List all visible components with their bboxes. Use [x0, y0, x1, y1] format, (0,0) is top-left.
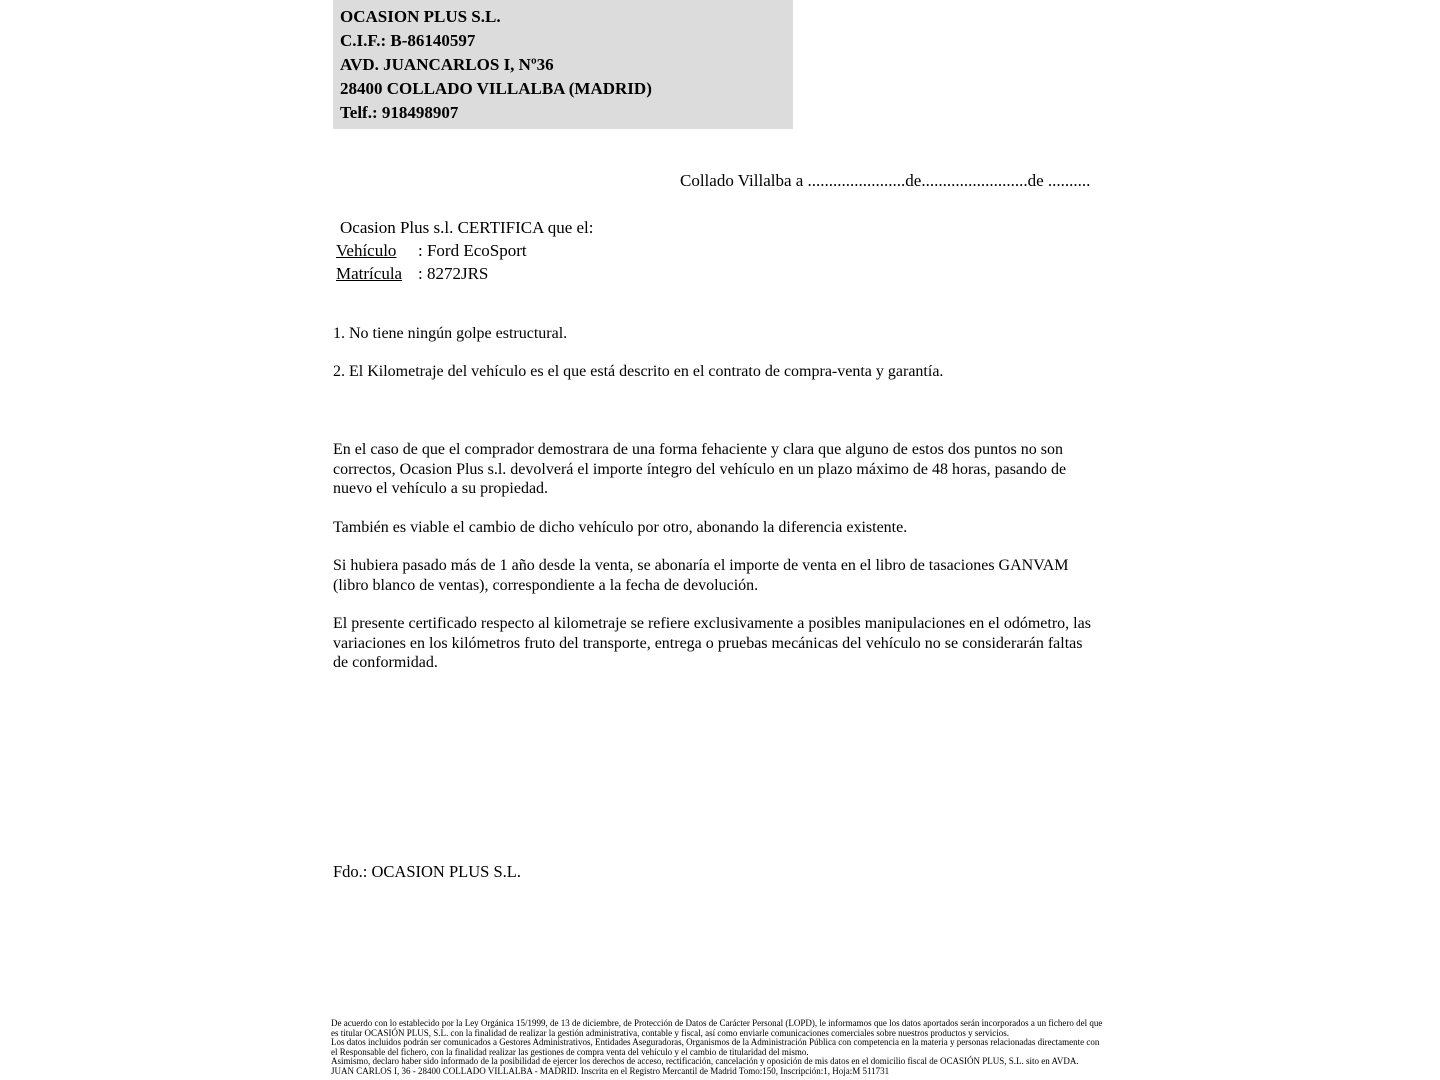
point-2: 2. El Kilometraje del vehículo es el que está descrito en el contrato de compra-venta y garantía. [333, 362, 944, 380]
company-address-line-1: AVD. JUANCARLOS I, Nº36 [340, 55, 554, 74]
legal-notice [331, 1019, 1103, 1077]
points-block [333, 324, 1093, 399]
legal-paragraph-3: Asimismo, declaro haber sido informado de la posibilidad de ejercer los derechos de acceso, rectificación, cancelación y oposición de mis datos en el domicilio fiscal de OCASIÓN PLUS, S.L. sito en AVDA. JUAN CARLOS I, 36 - 28400 COLLADO VILLALBA - MADRID. Inscrita en el Registro Mercantil de Madrid Tomo:150, Inscripción:1, Hoja:M 511731 [331, 1056, 1079, 1076]
date-line: Collado Villalba a .......................de.........................de .......... [680, 171, 1091, 190]
vehicle-value: : Ford EcoSport [418, 241, 527, 260]
body-paragraphs [333, 440, 1095, 692]
point-1: 1. No tiene ningún golpe estructural. [333, 325, 568, 342]
body-paragraph-4: El presente certificado respecto al kilometraje se refiere exclusivamente a posibles manipulaciones en el odómetro, las variaciones en los kilómetros fruto del transporte, entrega o pruebas mecánicas del vehículo no se considerarán faltas de conformidad. [333, 615, 1091, 671]
body-paragraph-1: En el caso de que el comprador demostrara de una forma fehaciente y clara que alguno de estos dos puntos no son correctos, Ocasion Plus s.l. devolverá el importe íntegro del vehículo en un plazo máximo de 48 horas, pasando de nuevo el vehículo a su propiedad. [333, 441, 1067, 497]
company-address-line-2: 28400 COLLADO VILLALBA (MADRID) [340, 79, 652, 98]
legal-paragraph-2: Los datos incluidos podrán ser comunicados a Gestores Administrativos, Entidades Aseguradoras, Organismos de la Administración Pública con competencia en la materia y personas relacionadas directamente con el Responsable del fichero, con la finalidad realizar las gestiones de compra venta del vehículo y el cambio de titularidad del mismo. [331, 1037, 1100, 1057]
plate-label: Matrícula [336, 264, 403, 283]
legal-paragraph-1: De acuerdo con lo establecido por la Ley Orgánica 15/1999, de 13 de diciembre, de Protección de Datos de Carácter Personal (LOPD), le informamos que los datos aportados serán incorporados a un fichero del que es titular OCASIÓN PLUS, S.L. con la finalidad de realizar la gestión administrativa, contable y fiscal, así como enviarle comunicaciones comerciales sobre nuestros productos y servicios. [331, 1018, 1103, 1038]
company-cif: C.I.F.: B-86140597 [340, 31, 476, 50]
certify-intro: Ocasion Plus s.l. CERTIFICA que el: [340, 218, 594, 237]
signature-line: Fdo.: OCASION PLUS S.L. [333, 862, 521, 881]
certify-block [336, 216, 1036, 285]
company-phone: Telf.: 918498907 [340, 103, 459, 122]
plate-row [336, 262, 1036, 285]
vehicle-label: Vehículo [336, 241, 397, 260]
company-header-block [333, 0, 793, 129]
body-paragraph-3: Si hubiera pasado más de 1 año desde la venta, se abonaría el importe de venta en el libro de tasaciones GANVAM (libro blanco de ventas), correspondiente a la fecha de devolución. [333, 557, 1069, 594]
plate-value: : 8272JRS [418, 264, 489, 283]
body-paragraph-2: También es viable el cambio de dicho vehículo por otro, abonando la diferencia existente. [333, 518, 908, 536]
company-name: OCASION PLUS S.L. [340, 7, 501, 26]
vehicle-row [336, 239, 1036, 262]
